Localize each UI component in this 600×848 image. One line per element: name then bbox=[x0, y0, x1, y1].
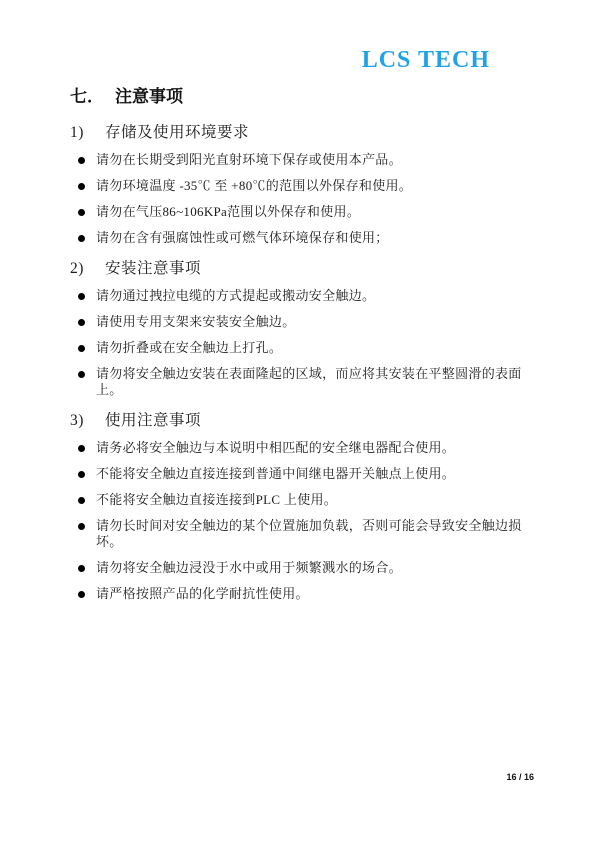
page-title bbox=[70, 82, 540, 107]
bullet-text: 请勿环境温度 -35℃ 至 +80℃的范围以外保存和使用。 bbox=[96, 178, 413, 193]
section-number: 1) bbox=[70, 124, 84, 141]
bullet-icon bbox=[78, 183, 85, 190]
section-title-text: 安装注意事项 bbox=[105, 260, 202, 277]
bullet-icon bbox=[78, 235, 85, 242]
bullet-text: 请严格按照产品的化学耐抗性使用。 bbox=[96, 586, 309, 601]
bullet-list bbox=[70, 288, 540, 398]
bullet-icon bbox=[78, 591, 85, 598]
list-item bbox=[70, 230, 540, 246]
bullet-icon bbox=[78, 157, 85, 164]
bullet-icon bbox=[78, 445, 85, 452]
bullet-icon bbox=[78, 345, 85, 352]
section-number: 2) bbox=[70, 260, 84, 277]
bullet-icon bbox=[78, 523, 85, 530]
section-usage-notes bbox=[70, 408, 540, 602]
bullet-icon bbox=[78, 471, 85, 478]
bullet-icon bbox=[78, 371, 85, 378]
bullet-text: 请勿在长期受到阳光直射环境下保存或使用本产品。 bbox=[96, 152, 402, 167]
list-item bbox=[70, 440, 540, 456]
section-number: 3) bbox=[70, 412, 84, 429]
section-storage-environment bbox=[70, 120, 540, 246]
page-title-text: 注意事项 bbox=[115, 87, 183, 106]
section-title bbox=[70, 120, 540, 142]
list-item bbox=[70, 466, 540, 482]
list-item bbox=[70, 366, 540, 398]
list-item bbox=[70, 340, 540, 356]
page-title-number: 七． bbox=[70, 87, 104, 106]
bullet-icon bbox=[78, 565, 85, 572]
list-item bbox=[70, 560, 540, 576]
bullet-icon bbox=[78, 497, 85, 504]
bullet-icon bbox=[78, 209, 85, 216]
page-number: 16 / 16 bbox=[506, 772, 534, 782]
bullet-icon bbox=[78, 293, 85, 300]
bullet-text: 请勿将安全触边浸没于水中或用于频繁溅水的场合。 bbox=[96, 560, 402, 575]
bullet-text: 请勿在气压86~106KPa范围以外保存和使用。 bbox=[96, 204, 361, 219]
section-title-text: 存储及使用环境要求 bbox=[105, 124, 250, 141]
bullet-icon bbox=[78, 319, 85, 326]
bullet-text: 请勿长时间对安全触边的某个位置施加负载，否则可能会导致安全触边损坏。 bbox=[96, 518, 522, 549]
list-item bbox=[70, 288, 540, 304]
bullet-text: 不能将安全触边直接连接到普通中间继电器开关触点上使用。 bbox=[96, 466, 456, 481]
bullet-text: 请务必将安全触边与本说明中相匹配的安全继电器配合使用。 bbox=[96, 440, 456, 455]
section-title-text: 使用注意事项 bbox=[105, 412, 202, 429]
list-item bbox=[70, 204, 540, 220]
bullet-list bbox=[70, 152, 540, 246]
document-body bbox=[70, 82, 540, 612]
bullet-text: 请勿将安全触边安装在表面隆起的区域，而应将其安装在平整圆滑的表面上。 bbox=[96, 366, 522, 397]
bullet-text: 不能将安全触边直接连接到PLC 上使用。 bbox=[96, 492, 338, 507]
list-item bbox=[70, 152, 540, 168]
bullet-text: 请勿在含有强腐蚀性或可燃气体环境保存和使用； bbox=[96, 230, 389, 245]
list-item bbox=[70, 518, 540, 550]
bullet-text: 请勿折叠或在安全触边上打孔。 bbox=[96, 340, 283, 355]
section-title bbox=[70, 408, 540, 430]
bullet-list bbox=[70, 440, 540, 602]
bullet-text: 请使用专用支架来安装安全触边。 bbox=[96, 314, 296, 329]
section-installation-notes bbox=[70, 256, 540, 398]
list-item bbox=[70, 492, 540, 508]
list-item bbox=[70, 314, 540, 330]
company-logo: LCS TECH bbox=[361, 47, 490, 73]
section-title bbox=[70, 256, 540, 278]
list-item bbox=[70, 178, 540, 194]
list-item bbox=[70, 586, 540, 602]
bullet-text: 请勿通过拽拉电缆的方式提起或搬动安全触边。 bbox=[96, 288, 376, 303]
